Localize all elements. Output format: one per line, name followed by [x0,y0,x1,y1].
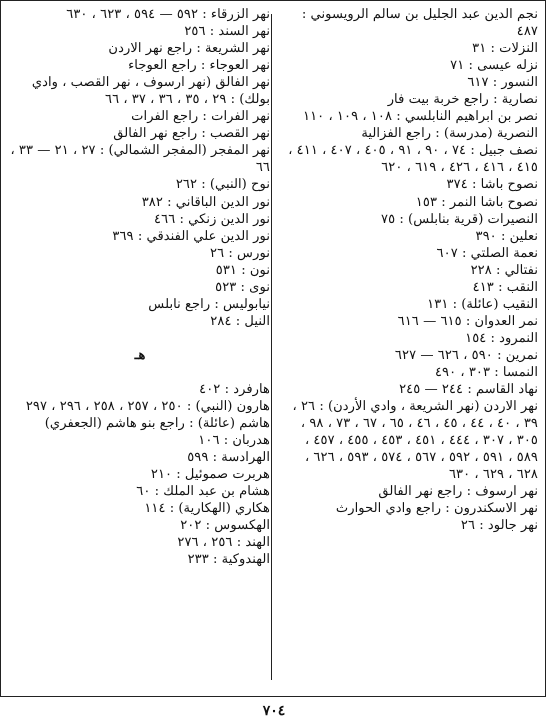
page-number: ٧٠٤ [262,703,286,719]
index-entry: نور الدين الباقاني : ٣٨٢ [141,194,270,210]
index-entry: النصيرات (قرية بنابلس) : ٧٥ [381,211,538,227]
index-entry: هارون (النبي) : ٢٥٠ ، ٢٥٧ ، ٢٥٨ ، ٢٩٦ ، ٢٩٧ [25,398,270,414]
index-entry: نصوح باشا النمر : ١٥٣ [415,194,538,210]
index-entry: نوح (النبي) : ٢٦٢ [175,177,270,193]
index-entry: نهر السند : ٢٥٦ [184,24,270,40]
index-entry: النسور : ٦١٧ [467,75,538,91]
index-entry: النقيب (عائلة) : ١٣١ [427,296,538,312]
index-entry: نهر العوجاء : راجع العوجاء [128,58,270,74]
index-entry: النقب : ٤١٣ [472,279,538,295]
index-entry: نوى : ٥٢٣ [215,279,270,295]
index-entry: الهندوكية : ٢٣٣ [187,552,270,568]
index-entry: نورس : ٢٦ [210,245,270,261]
index-entry: نهر الفرات : راجع الفرات [131,109,270,125]
index-entry: نهر الاسكندرون : راجع وادي الحوارث [335,501,538,517]
index-entry: النمرود : ١٥٤ [465,330,538,346]
index-entry: نعمة الصلتي : ٦٠٧ [436,245,538,261]
left-column [10,6,270,568]
index-entry: نمر العدوان : ٦١٥ — ٦١٦ [397,313,538,329]
index-entry: نجم الدين عبد الجليل بن سالم الرويسوني : ٤٨٧ [301,7,538,40]
index-entry: نهر الاردن (نهر الشريعة ، وادي الأردن) : ٢٦ ، ٣٩ ، ٤٠ ، ٤٤ ، ٤٥ ، ٤٦ ، ٦٥ ، ٦٧ ، ٧٣ ، ٩٨ ، ٣٠٥ ، ٣٠٧ ، ٤٤٤ ، ٤٥١ ، ٤٥٣ ، ٤٥٥ ، ٤٥٧ ، ٥٨٩ ، ٥٩١ ، ٥٩٢ ، ٥٦٧ ، ٥٧٤ ، ٥٩٣ ، ٦٢٦ ، ٦٢٨ ، ٦٢٩ ، ٦٣٠ [292,399,538,483]
index-entry: نهر المفجر (المفجر الشمالي) : ٢٧ ، ٢١ — ٣٣ ، ٦٦ [10,143,270,176]
index-entry: الهند : ٢٥٦ ، ٢٧٦ [177,535,270,551]
index-entry: نهر ارسوف : راجع نهر الفالق [378,484,538,500]
index-entry: النصرية (مدرسة) : راجع الفزالية [361,126,538,142]
index-entry: هاشم (عائلة) : راجع بنو هاشم (الجعفري) [44,416,270,432]
column-divider [271,14,272,680]
index-entry: نهر الزرقاء : ٥٩٢ — ٥٩٤ ، ٦٢٣ ، ٦٣٠ [66,7,270,22]
index-entry: نور الدين زنكي : ٤٦٦ [154,211,270,227]
index-entry: نصوح باشا : ٣٧٤ [446,177,538,193]
index-entry: نهر القصب : راجع نهر الفالق [113,126,270,142]
index-entry: نصر بن ابراهيم النابلسي : ١٠٨ ، ١٠٩ ، ١١٠ [303,109,538,125]
index-entry: النزلات : ٣١ [472,41,538,57]
index-entry: هدربان : ١٠٦ [198,433,270,449]
index-entry: نصارية : راجع خربة بيت فار [387,92,538,108]
index-entry: نمرين : ٥٩٠ ، ٦٢٦ — ٦٢٧ [394,347,538,363]
index-entry: الهرادسة : ٥٩٩ [187,450,270,466]
index-entry: نهاد القاسم : ٢٤٤ — ٢٤٥ [399,382,538,398]
index-entry: نعلين : ٣٩٠ [475,228,538,244]
right-column [288,6,538,534]
index-entry: هربرت صموئيل : ٢١٠ [150,467,270,483]
index-entry: النيل : ٢٨٤ [210,313,270,329]
index-entry: هشام بن عبد الملك : ٦٠ [136,484,270,500]
index-entry: نيابوليس : راجع نابلس [148,296,270,312]
index-entry: نون : ٥٣١ [215,262,270,278]
index-entry: هارفرد : ٤٠٢ [199,381,270,397]
index-entry: نهر جالود : ٢٦ [460,518,538,534]
index-entry: نفتالي : ٢٢٨ [470,262,538,278]
index-entry: نور الدين علي الفندقي : ٣٦٩ [112,228,270,244]
index-entry: نصف جبيل : ٧٤ ، ٩٠ ، ٩١ ، ٤٠٥ ، ٤٠٧ ، ٤١١ ، ٤١٥ ، ٤١٦ ، ٤٢٦ ، ٦١٩ ، ٦٢٠ [288,143,538,176]
section-letter-heading: هـ [134,347,146,363]
index-entry: نهر الشريعة : راجع نهر الاردن [108,41,270,57]
index-entry: الهكسوس : ٢٠٢ [180,518,270,534]
index-entry: نهر الفالق (نهر ارسوف ، نهر القصب ، وادي بولك) : ٢٩ ، ٣٥ ، ٣٦ ، ٣٧ ، ٦٦ [31,75,270,108]
index-entry: هكاري (الهكارية) : ١١٤ [144,501,270,517]
index-entry: النمسا : ٣٠٣ ، ٤٩٠ [434,364,538,380]
index-entry: نزله عيسى : ٧١ [450,58,538,74]
